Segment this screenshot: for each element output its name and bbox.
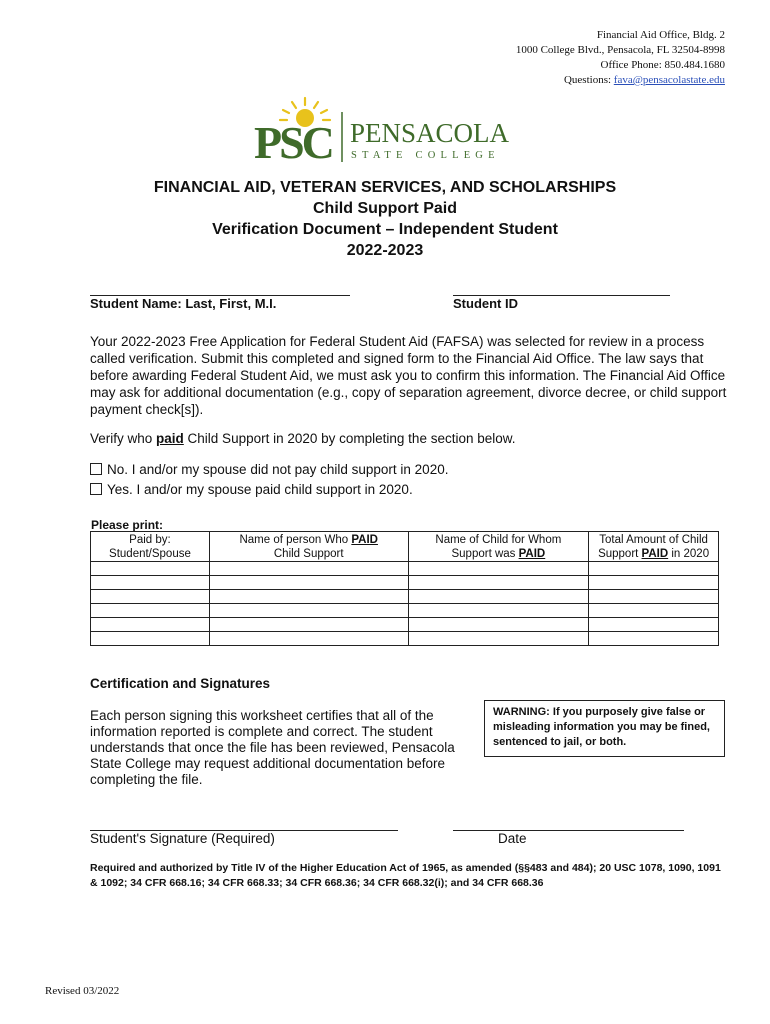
option-yes-label: Yes. I and/or my spouse paid child support in 2020. (107, 482, 413, 497)
col1-line1: Paid by: (129, 533, 171, 546)
revised-date: Revised 03/2022 (45, 985, 120, 997)
col-total-amount (589, 532, 719, 562)
col-payer-name (209, 532, 408, 562)
psc-logo (252, 96, 522, 166)
title-form: Child Support Paid (313, 200, 457, 217)
table-cell[interactable] (408, 604, 589, 618)
col4-line2: Support (598, 547, 642, 560)
title-year: 2022-2023 (346, 242, 424, 259)
col4-line2-end: in 2020 (668, 547, 710, 560)
table-cell[interactable] (91, 604, 210, 618)
title-department: FINANCIAL AID, VETERAN SERVICES, AND SCHOLARSHIPS (153, 179, 617, 196)
option-no (90, 462, 448, 477)
document-title (0, 177, 770, 261)
table-cell[interactable] (408, 632, 589, 646)
table-row (91, 632, 719, 646)
table-row (91, 576, 719, 590)
table-cell[interactable] (408, 562, 589, 576)
warning-box: WARNING: If you purposely give false or misleading information you may be fined, sentenced to jail, or both. (484, 700, 725, 757)
table-row (91, 604, 719, 618)
col2-bold: PAID (351, 533, 378, 546)
table-header-row (91, 532, 719, 562)
certification-title: Certification and Signatures (90, 676, 271, 691)
verify-before: Verify who (90, 431, 157, 446)
col4-line1: Total Amount of Child (599, 533, 708, 546)
col3-bold: PAID (518, 547, 546, 560)
date-label: Date (498, 831, 527, 846)
signature-label: Student's Signature (Required) (90, 831, 275, 846)
please-print-label: Please print: (91, 518, 164, 532)
table-cell[interactable] (91, 576, 210, 590)
certification-body: Each person signing this worksheet certifies that all of the information reported is complete and correct. The student understands that once the file has been reviewed, Pensacola State College may request additional documentation before completing the file. (90, 708, 455, 787)
table-cell[interactable] (408, 576, 589, 590)
table-cell[interactable] (91, 590, 210, 604)
verify-instruction (90, 431, 516, 446)
office-questions (516, 73, 725, 88)
legal-citation: Required and authorized by Title IV of the Higher Education Act of 1965, as amended (§§483 and 484); 20 USC 1078, 1090, 1091 & 1092; 34 CFR 668.16; 34 CFR 668.33; 34 CFR 668.36; 34 CFR 668.32(i); and 34 CFR 668.36 (90, 862, 721, 889)
col3-line1: Name of Child for Whom (435, 533, 562, 546)
option-yes (90, 482, 413, 497)
table-cell[interactable] (91, 562, 210, 576)
table-cell[interactable] (589, 576, 719, 590)
col2-line2: Child Support (273, 547, 344, 560)
date-field[interactable] (453, 830, 684, 831)
table-cell[interactable] (91, 618, 210, 632)
intro-paragraph: Your 2022-2023 Free Application for Federal Student Aid (FAFSA) was selected for review in a process called verification. Submit this completed and signed form to the Financial Aid Office. The law says that before awarding Federal Student Aid, we must ask you to confirm this information. The Financial Aid Office may ask for additional documentation (e.g., copy of separation agreement, divorce decree, or child support payment check[s]). (90, 334, 727, 417)
table-cell[interactable] (209, 632, 408, 646)
table-cell[interactable] (209, 576, 408, 590)
table-cell[interactable] (91, 632, 210, 646)
student-id-label: Student ID (453, 296, 518, 311)
office-street: 1000 College Blvd., Pensacola, FL 32504-8998 (515, 44, 725, 56)
table-cell[interactable] (209, 604, 408, 618)
logo-mark: PSC (254, 117, 332, 166)
logo-sub: STATE COLLEGE (351, 150, 500, 161)
col4-bold: PAID (641, 547, 669, 560)
table-cell[interactable] (589, 562, 719, 576)
office-address (516, 28, 725, 88)
table-cell[interactable] (209, 618, 408, 632)
office-building: Financial Aid Office, Bldg. 2 (596, 29, 725, 41)
verify-bold: paid (156, 431, 184, 446)
table-cell[interactable] (589, 590, 719, 604)
col2-line1: Name of person Who (239, 533, 352, 546)
col3-line2: Support was (451, 547, 519, 560)
verify-after: Child Support in 2020 by completing the section below. (183, 431, 516, 446)
checkbox-no[interactable] (90, 463, 102, 475)
table-cell[interactable] (209, 562, 408, 576)
col-paid-by (91, 532, 210, 562)
table-cell[interactable] (589, 632, 719, 646)
table-cell[interactable] (589, 618, 719, 632)
child-support-table (90, 531, 719, 646)
table-row (91, 618, 719, 632)
col-child-name (408, 532, 589, 562)
table-row (91, 562, 719, 576)
email-link[interactable]: fava@pensacolastate.edu (613, 74, 725, 86)
table-cell[interactable] (408, 618, 589, 632)
table-row (91, 590, 719, 604)
table-cell[interactable] (408, 590, 589, 604)
office-phone: Office Phone: 850.484.1680 (600, 59, 725, 71)
questions-label: Questions: (563, 74, 612, 86)
title-doc: Verification Document – Independent Student (212, 221, 558, 238)
table-cell[interactable] (589, 604, 719, 618)
checkbox-yes[interactable] (90, 483, 102, 495)
logo-name: PENSACOLA (350, 118, 510, 148)
option-no-label: No. I and/or my spouse did not pay child support in 2020. (107, 462, 449, 477)
col1-line2: Student/Spouse (109, 547, 191, 560)
student-name-label: Student Name: Last, First, M.I. (90, 296, 277, 311)
table-cell[interactable] (209, 590, 408, 604)
